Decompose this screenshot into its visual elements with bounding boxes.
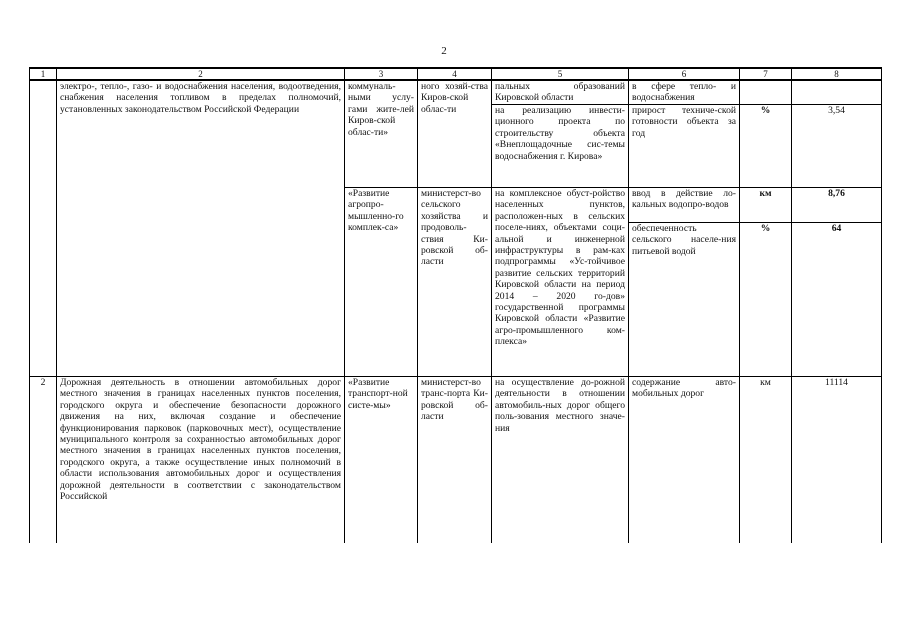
indicator-cell: в сфере тепло- и водоснабжения — [629, 80, 740, 105]
purpose-cell: на комплексное обуст-ройство населенных пунктов, расположен-ных в сельских поселе-ниях, объектами соци-альной и инженерной инфраструктуры в рам-ках подпрограммы «Ус-тойчивое развитие сельских территорий Кировской области на период 2014 – 2020 го-дов» государственной программы Кировской области «Развитие агро-промышленного ком-плекса» — [492, 188, 629, 377]
table-row — [30, 80, 882, 105]
header-cell: 5 — [492, 68, 629, 80]
authority-cell: электро-, тепло-, газо- и водоснабжения населения, водоотведения, снабжения населения топливом в пределах полномочий, установленных законодательством Российской Федерации — [57, 80, 345, 377]
value-cell: 64 — [792, 223, 882, 377]
ministry-cell: министерст-во транс-порта Ки-ровской об-ласти — [418, 377, 492, 544]
value-cell — [792, 80, 882, 105]
indicator-cell: ввод в действие ло-кальных водопро-водов — [629, 188, 740, 223]
program-cell: «Развитие транспорт-ной систе-мы» — [345, 377, 418, 544]
header-row — [30, 68, 882, 80]
indicator-cell: прирост техниче-ской готовности объекта за год — [629, 105, 740, 188]
value-cell: 8,76 — [792, 188, 882, 223]
value-cell: 3,54 — [792, 105, 882, 188]
header-cell: 2 — [57, 68, 345, 80]
header-cell: 1 — [30, 68, 57, 80]
ministry-cell: министерст-во сельского хозяйства и продоволь-ствия Ки-ровской об-ласти — [418, 188, 492, 377]
ministry-cell: ного хозяй-ства Киров-ской облас-ти — [418, 80, 492, 188]
unit-cell: % — [740, 105, 792, 188]
data-table — [29, 67, 882, 543]
unit-cell: км — [740, 188, 792, 223]
program-cell: «Развитие агропро-мышленно-го комплек-са» — [345, 188, 418, 377]
program-cell: коммуналь-ными услу-гами жите-лей Киров-ской облас-ти» — [345, 80, 418, 188]
unit-cell — [740, 80, 792, 105]
row-number-cell — [30, 80, 57, 377]
header-cell: 3 — [345, 68, 418, 80]
header-cell: 8 — [792, 68, 882, 80]
indicator-cell: содержание авто-мобильных дорог — [629, 377, 740, 544]
purpose-cell: пальных образований Кировской области — [492, 80, 629, 105]
unit-cell: км — [740, 377, 792, 544]
purpose-cell: на реализацию инвести-ционного проекта по строительству объекта «Внеплощадочные сис-темы водоснабжения г. Кирова» — [492, 105, 629, 188]
header-cell: 6 — [629, 68, 740, 80]
value-cell: 11114 — [792, 377, 882, 544]
row-number-cell: 2 — [30, 377, 57, 544]
page-number: 2 — [441, 45, 447, 57]
header-cell: 7 — [740, 68, 792, 80]
authority-cell: Дорожная деятельность в отношении автомобильных дорог местного значения в границах населенных пунктов поселения, городского округа и обеспечение безопасности дорожного движения на них, включая создание и обеспечение функционирования парковок (парковочных мест), осуществление муниципального контроля за сохранностью автомобильных дорог местного значения в границах населенных пунктов поселения, городского округа, а также осуществление иных полномочий в области использования автомобильных дорог и осуществления дорожной деятельности в соответствии с законодательством Российской — [57, 377, 345, 544]
table-row — [30, 377, 882, 544]
indicator-cell: обеспеченность сельского населе-ния питьевой водой — [629, 223, 740, 377]
purpose-cell: на осуществление до-рожной деятельности в отношении автомобиль-ных дорог общего поль-зования местного значе-ния — [492, 377, 629, 544]
unit-cell: % — [740, 223, 792, 377]
header-cell: 4 — [418, 68, 492, 80]
